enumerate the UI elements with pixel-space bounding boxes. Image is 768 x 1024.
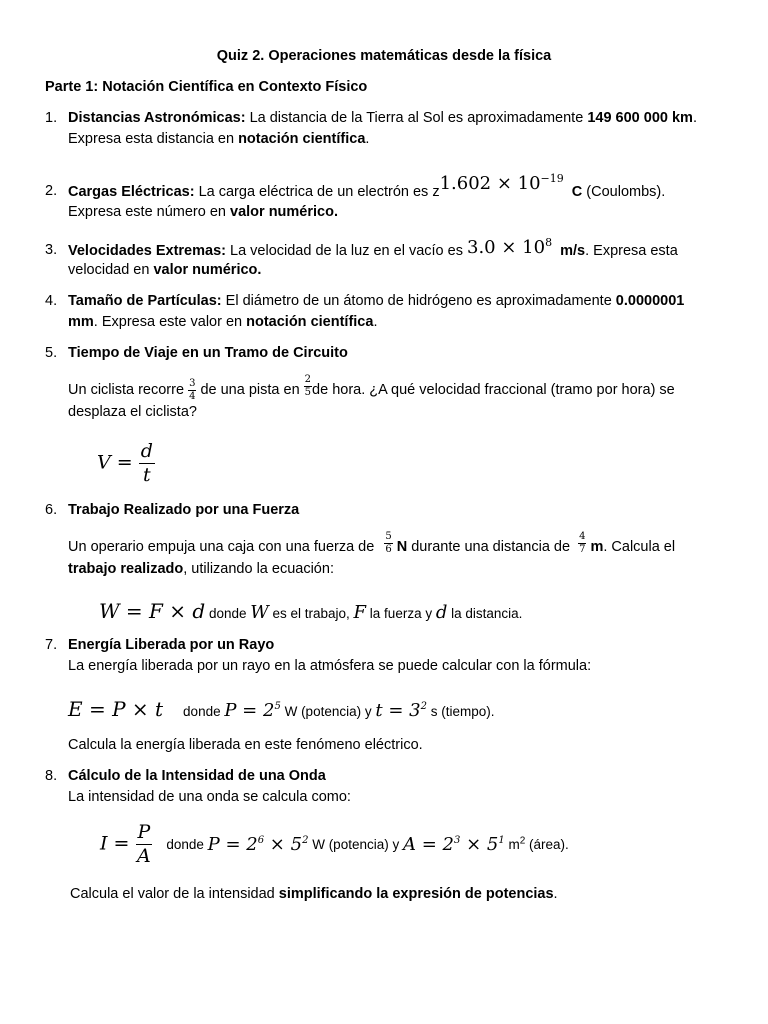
question-text: La intensidad de una onda se calcula como: (68, 789, 351, 805)
text: donde (183, 704, 225, 719)
value: 149 600 000 km (587, 110, 693, 126)
unit: m (590, 539, 604, 555)
text: . (373, 314, 378, 330)
question-text (68, 236, 678, 261)
text: (Coulombs). (582, 184, 666, 200)
text: Expresa este número en (68, 204, 231, 220)
math-var: I (100, 832, 108, 855)
text: . (692, 110, 697, 126)
text: Calcula el valor de la intensidad (70, 886, 279, 902)
unit: N (396, 539, 408, 555)
equation (68, 696, 494, 725)
question-number: 7. (45, 637, 58, 653)
text: (área). (525, 837, 569, 852)
text: donde (205, 606, 251, 621)
question-heading: Tamaño de Partículas: (68, 293, 222, 309)
emphasis: notación científica (238, 131, 366, 147)
fraction: $\frac{d}{t}$ (140, 440, 153, 486)
unit: W (280, 704, 298, 719)
text: La distancia de la Tierra al Sol es aproximadamente (245, 110, 588, 126)
equation (100, 823, 569, 866)
emphasis: valor numérico. (153, 262, 262, 278)
question-text (68, 108, 697, 128)
math-expression: E = P × t (68, 697, 164, 721)
math-op: = (107, 832, 136, 855)
emphasis: trabajo realizado (68, 561, 184, 577)
math-expression: $A = 2^3 \times 5^1$ (402, 834, 505, 855)
fraction: $\frac{5}{6}$ (385, 530, 392, 555)
value: 0.0000001 (615, 293, 685, 309)
question-heading: Tiempo de Viaje en un Tramo de Circuito (68, 345, 348, 361)
math-expression: $1.602 \times 10^{-19}$ (439, 172, 564, 194)
question-text-line2 (68, 129, 369, 149)
question-number: 2. (45, 183, 58, 199)
question-number: 5. (45, 345, 58, 361)
math-var: V (97, 451, 111, 474)
text: Un ciclista recorre (68, 382, 189, 398)
question-text (68, 172, 666, 202)
text: . Expresa este valor en (93, 314, 247, 330)
question-text-line2 (68, 312, 377, 332)
fraction: $\frac{P}{A}$ (137, 821, 151, 867)
text: . Expresa esta (585, 243, 678, 259)
math-var: W (250, 602, 269, 623)
question-number: 1. (45, 110, 58, 126)
text: velocidad en (68, 262, 154, 278)
question-text-line2 (68, 260, 261, 280)
fraction: $\frac{2}{5}$ (304, 373, 312, 398)
question-heading: Distancias Astronómicas: (68, 110, 246, 126)
math-expression: $3.0 \times 10^8$ (467, 236, 553, 258)
emphasis: valor numérico. (230, 204, 338, 220)
text: (potencia) y (324, 837, 403, 852)
question-text-line2: Calcula la energía liberada en este fenómeno eléctrico. (68, 737, 423, 753)
text: . (553, 886, 558, 902)
question-heading: Cálculo de la Intensidad de una Onda (68, 768, 326, 784)
math-op: = (110, 451, 139, 474)
emphasis: simplificando la expresión de potencias (278, 886, 554, 902)
question-text: La energía liberada por un rayo en la atmósfera se puede calcular con la fórmula: (68, 658, 592, 674)
question-text-line2 (68, 202, 338, 222)
math-expression: W = F × d (99, 599, 206, 623)
text: de hora. ¿A qué velocidad fraccional (tramo por hora) se (312, 382, 675, 398)
question-number: 3. (45, 242, 58, 258)
text: donde (166, 837, 208, 852)
text: La carga eléctrica de un electrón es z (194, 184, 440, 200)
question-number: 8. (45, 768, 58, 784)
equation (99, 598, 522, 627)
math-expression: $P = 2^6 \times 5^2$ (207, 834, 309, 855)
math-expression: $P = 2^5$ (224, 700, 281, 721)
question-heading: Trabajo Realizado por una Fuerza (68, 502, 300, 518)
text: (tiempo). (437, 704, 495, 719)
math-var: F (353, 602, 367, 623)
question-number: 6. (45, 502, 58, 518)
unit: mm (68, 314, 94, 330)
text: es el trabajo, (268, 606, 354, 621)
text: la fuerza y (366, 606, 436, 621)
text: . (365, 131, 370, 147)
text: de una pista en (196, 382, 304, 398)
math-expression: $t = 3^2$ (375, 700, 427, 721)
text: , utilizando la ecuación: (183, 561, 334, 577)
question-text-line2 (68, 559, 334, 579)
question-heading: Cargas Eléctricas: (68, 184, 195, 200)
page-title: Quiz 2. Operaciones matemáticas desde la física (216, 48, 552, 64)
unit: $m^2$ (504, 835, 526, 852)
fraction: $\frac{3}{4}$ (189, 377, 196, 402)
text: durante una distancia de (407, 539, 575, 555)
text: El diámetro de un átomo de hidrógeno es aproximadamente (221, 293, 616, 309)
fraction: $\frac{4}{7}$ (579, 530, 586, 555)
equation (97, 442, 155, 485)
text: Expresa esta distancia en (68, 131, 239, 147)
question-heading: Energía Liberada por un Rayo (68, 637, 275, 653)
text: La velocidad de la luz en el vacío es (225, 243, 467, 259)
unit: W (308, 837, 325, 852)
question-text (68, 291, 684, 311)
question-heading: Velocidades Extremas: (68, 243, 226, 259)
unit: s (426, 704, 438, 719)
question-text-line2 (70, 884, 558, 904)
math-var: d (435, 602, 448, 623)
emphasis: notación científica (246, 314, 374, 330)
unit: C (571, 184, 583, 200)
text: (potencia) y (297, 704, 376, 719)
text: Un operario empuja una caja con una fuerza de (68, 539, 379, 555)
text: la distancia. (447, 606, 523, 621)
question-text-line2: desplaza el ciclista? (68, 404, 197, 420)
unit: m/s (560, 243, 586, 259)
question-number: 4. (45, 293, 58, 309)
text: . Calcula el (603, 539, 676, 555)
section-heading: Parte 1: Notación Científica en Contexto Físico (45, 79, 368, 95)
